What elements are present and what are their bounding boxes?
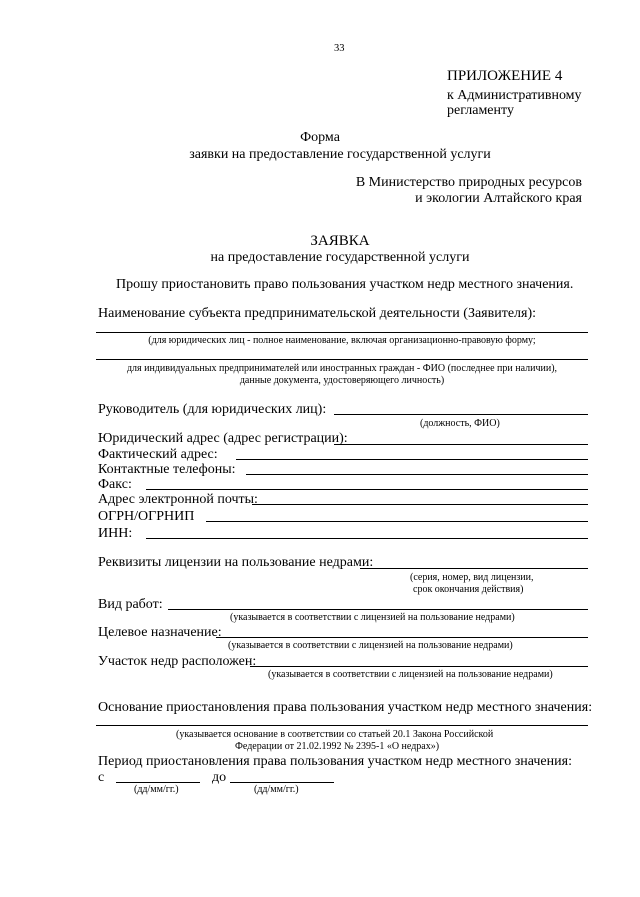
email-label: Адрес электронной почты: (98, 492, 258, 507)
page-number: 33 (334, 43, 345, 54)
purpose-label: Целевое назначение: (98, 625, 222, 640)
period-to-hint: (дд/мм/гг.) (254, 784, 299, 795)
request-text: Прошу приостановить право пользования участком недр местного значения. (116, 277, 574, 292)
purpose-hint: (указывается в соответствии с лицензией на пользование недрами) (228, 640, 513, 651)
addressee-line1: В Министерство природных ресурсов (355, 175, 582, 190)
head-label: Руководитель (для юридических лиц): (98, 402, 327, 417)
period-to-input[interactable] (230, 782, 334, 783)
basis-line[interactable] (96, 725, 588, 726)
actual-address-label: Фактический адрес: (98, 447, 218, 462)
period-label: Период приостановления права пользования участком недр местного значения: (98, 754, 572, 769)
phones-label: Контактные телефоны: (98, 462, 236, 477)
head-input-line[interactable] (334, 414, 588, 415)
legal-address-label: Юридический адрес (адрес регистрации): (98, 431, 348, 446)
period-from-label: с (98, 770, 105, 785)
applicant-name-line[interactable] (96, 332, 588, 333)
license-hint-1: (серия, номер, вид лицензии, (410, 572, 534, 583)
work-type-label: Вид работ: (98, 597, 163, 612)
inn-label: ИНН: (98, 526, 133, 541)
legal-address-line[interactable] (334, 444, 588, 445)
period-from-hint: (дд/мм/гг.) (134, 784, 179, 795)
period-from-input[interactable] (116, 782, 200, 783)
addressee-line2: и экологии Алтайского края (415, 191, 582, 206)
applicant-individual-line[interactable] (96, 359, 588, 360)
period-to-label: до (212, 770, 227, 785)
appendix-title: ПРИЛОЖЕНИЕ 4 (447, 68, 563, 84)
basis-label: Основание приостановления права пользования участком недр местного значения: (98, 700, 593, 715)
location-label: Участок недр расположен: (98, 654, 257, 669)
basis-hint-1: (указывается основание в соответствии со статьей 20.1 Закона Российской (176, 729, 494, 740)
license-hint-2: срок окончания действия) (413, 584, 524, 595)
inn-line[interactable] (146, 538, 588, 539)
applicant-hint-legal: (для юридических лиц - полное наименование, включая организационно-правовую форму; (148, 335, 536, 346)
phones-line[interactable] (246, 474, 588, 475)
fax-line[interactable] (146, 489, 588, 490)
location-hint: (указывается в соответствии с лицензией на пользование недрами) (268, 669, 553, 680)
license-line[interactable] (360, 568, 588, 569)
form-title-line2: заявки на предоставление государственной услуги (189, 147, 491, 162)
purpose-line[interactable] (216, 637, 588, 638)
fax-label: Факс: (98, 477, 132, 492)
location-line[interactable] (250, 666, 588, 667)
application-subtitle: на предоставление государственной услуги (210, 250, 470, 265)
applicant-hint-individual-1: для индивидуальных предпринимателей или иностранных граждан - ФИО (последнее при наличии), (126, 363, 558, 374)
basis-hint-2: Федерации от 21.02.1992 № 2395-1 «О недрах») (235, 741, 440, 752)
license-label: Реквизиты лицензии на пользование недрами: (98, 555, 374, 570)
form-title-line1: Форма (300, 130, 340, 145)
applicant-hint-individual-2: данные документа, удостоверяющего личность) (239, 375, 445, 386)
application-title: ЗАЯВКА (310, 233, 370, 249)
ogrn-line[interactable] (206, 521, 588, 522)
work-type-hint: (указывается в соответствии с лицензией на пользование недрами) (230, 612, 515, 623)
actual-address-line[interactable] (236, 459, 588, 460)
appendix-line2: регламенту (447, 103, 514, 118)
appendix-line1: к Административному (447, 88, 582, 103)
applicant-label: Наименование субъекта предпринимательской деятельности (Заявителя): (98, 306, 537, 321)
work-type-line[interactable] (168, 609, 588, 610)
head-hint: (должность, ФИО) (420, 418, 500, 429)
email-line[interactable] (252, 504, 588, 505)
ogrn-label: ОГРН/ОГРНИП (98, 509, 195, 524)
